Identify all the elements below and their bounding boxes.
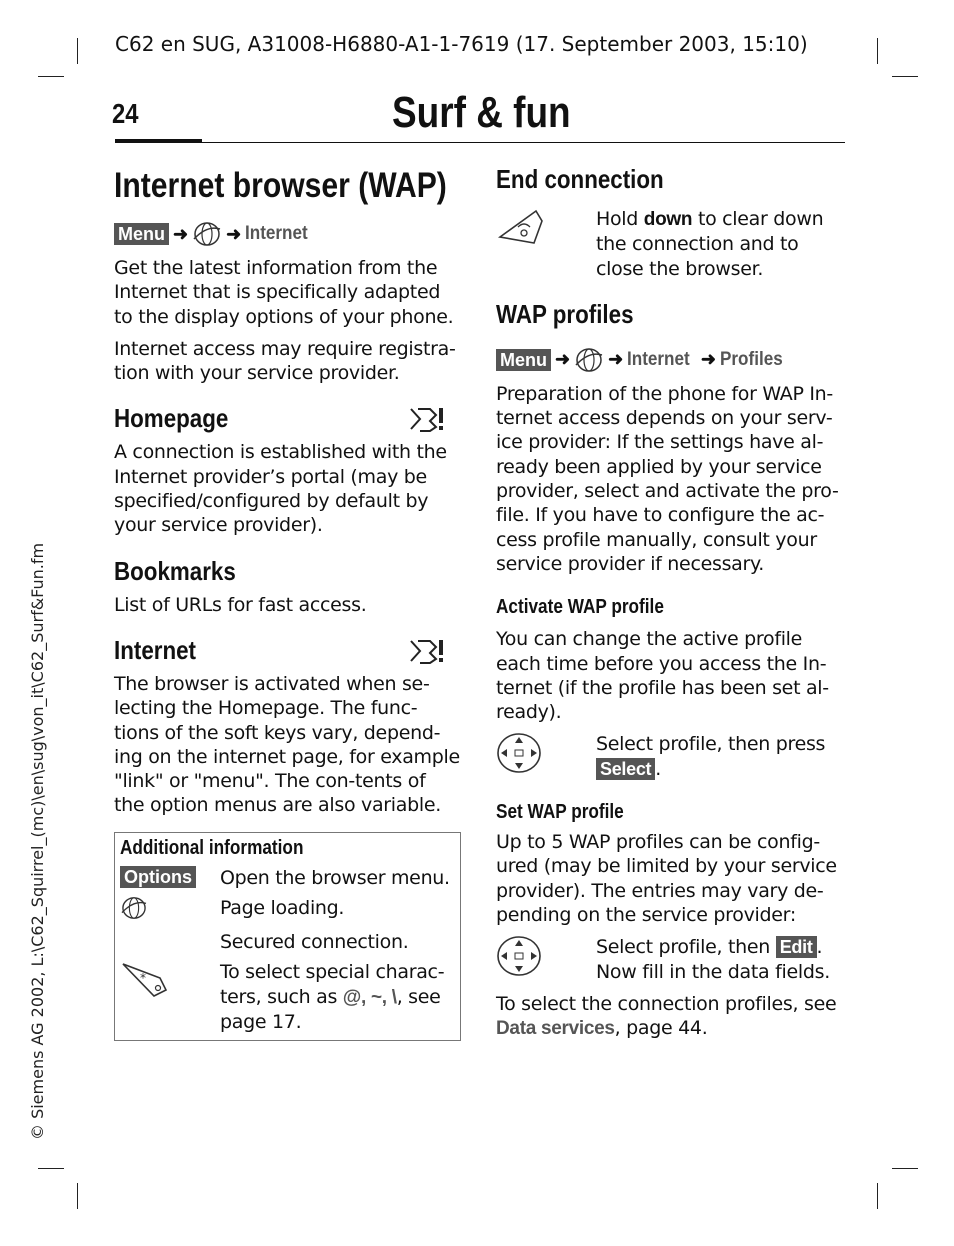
- arrow-icon: ➜: [608, 349, 624, 370]
- set-step-pre: Select profile, then: [596, 936, 776, 959]
- activate-profile-heading: Activate WAP profile: [496, 596, 664, 619]
- crumb-profiles: Profiles: [719, 348, 783, 370]
- crumb-internet: Internet: [627, 348, 690, 370]
- special-chars-description: [220, 960, 454, 1034]
- right-column: [496, 164, 846, 1041]
- homepage-heading: Homepage: [114, 403, 229, 434]
- crop-mark: [877, 38, 878, 64]
- set-step-row: [496, 935, 846, 984]
- arrow-icon: ➜: [226, 223, 242, 244]
- globe-icon: [574, 347, 604, 373]
- note-post: , page 44.: [614, 1017, 708, 1040]
- info-heading: Additional information: [120, 836, 304, 859]
- crumb-internet: Internet: [245, 223, 308, 244]
- end-text-pre: Hold: [596, 208, 644, 230]
- options-description: Open the browser menu.: [220, 866, 450, 889]
- end-connection-heading: End connection: [496, 164, 664, 194]
- svg-text:*: *: [140, 971, 146, 986]
- header-rule: [115, 142, 845, 143]
- end-text-post: to clear down the connection and to close the browser.: [596, 208, 824, 280]
- bookmarks-text: List of URLs for fast access.: [114, 593, 367, 616]
- menu-path: [114, 220, 460, 248]
- left-column: [114, 160, 460, 1041]
- set-profile-heading: Set WAP profile: [496, 801, 624, 824]
- intro-paragraph: Get the latest information from the Internet that is specifically adapted to the display options of your phone.: [114, 257, 454, 328]
- set-step-text: [596, 935, 846, 984]
- activate-step-text: [596, 732, 846, 781]
- header-rule-accent: [115, 139, 202, 143]
- crop-mark: [38, 76, 64, 77]
- set-profile-text: Up to 5 WAP profiles can be config-ured (may be limited by your service provider). The entries may vary de-pending on the service provider:: [496, 831, 837, 926]
- internet-heading: Internet: [114, 634, 196, 665]
- down-key: down: [643, 209, 693, 230]
- special-chars: @, ~, \: [342, 986, 397, 1008]
- loading-description: Page loading.: [220, 897, 345, 920]
- edit-key: Edit: [776, 936, 817, 958]
- note-pre: To select the connection profiles, see: [496, 992, 837, 1015]
- special-chars-text: To select special charac-ters, such as: [220, 961, 445, 1008]
- crop-mark: [892, 76, 918, 77]
- crop-mark: [892, 1168, 918, 1169]
- navigation-key-icon: [496, 935, 542, 977]
- internet-text: The browser is activated when se-lecting the Homepage. The func-tions of the soft keys vary, depend-ing on the internet page, for example "link" or "menu". The con-tents of the option menus are also variable.: [114, 672, 460, 817]
- arrow-icon: ➜: [700, 349, 716, 370]
- network-required-icon: [408, 405, 448, 433]
- crop-mark: [77, 38, 78, 64]
- star-key-icon: [120, 960, 170, 998]
- page-heading: Internet browser (WAP): [114, 166, 447, 205]
- network-required-icon: [408, 637, 448, 665]
- homepage-text: A connection is established with the Internet provider’s portal (may be specified/configured by default by your service provider).: [114, 441, 447, 537]
- info-row: [120, 930, 454, 954]
- sidebar-copyright: © Siemens AG 2002, L:\C62_Squirrel_(mc)\en\sug\von_it\C62_Surf&Fun.fm: [28, 542, 47, 1140]
- arrow-icon: ➜: [555, 349, 571, 370]
- globe-icon: [192, 221, 222, 247]
- secured-description: Secured connection.: [220, 931, 409, 954]
- menu-key: Menu: [114, 223, 169, 245]
- special-chars-text-end: , see page 17.: [220, 985, 441, 1033]
- arrow-icon: ➜: [173, 223, 189, 244]
- options-key: Options: [120, 866, 196, 888]
- end-connection-row: [496, 207, 846, 281]
- info-row: [120, 866, 454, 890]
- activate-step-post: .: [655, 757, 661, 780]
- crop-mark: [38, 1168, 64, 1169]
- profiles-menu-path: [496, 346, 846, 374]
- globe-icon: [120, 896, 148, 920]
- document-header: C62 en SUG, A31008-H6880-A1-1-7619 (17. September 2003, 15:10): [115, 32, 808, 56]
- end-connection-text: [596, 207, 846, 281]
- crop-mark: [77, 1183, 78, 1209]
- info-row: [120, 896, 454, 924]
- navigation-key-icon: [496, 732, 542, 774]
- end-call-key-icon: [496, 207, 546, 247]
- info-row: [120, 960, 454, 1034]
- set-step-post: . Now fill in the data fields.: [596, 936, 830, 983]
- wap-profiles-text: Preparation of the phone for WAP In-ternet access depends on your serv-ice provider: If the settings have al-ready been applied by your service provider, select and activate the pro-file. If you have to configure the ac-cess profile manually, consult your service provider if necessary.: [496, 382, 839, 575]
- activate-step-row: [496, 732, 846, 781]
- connection-profiles-note: [496, 992, 846, 1042]
- crop-mark: [877, 1183, 878, 1209]
- wap-profiles-heading: WAP profiles: [496, 298, 634, 329]
- section-title: Surf & fun: [392, 88, 571, 137]
- menu-key: Menu: [496, 349, 551, 371]
- intro-paragraph-2: Internet access may require registra-tion with your service provider.: [114, 337, 456, 385]
- page-number: 24: [112, 98, 139, 129]
- additional-info-box: [114, 832, 461, 1041]
- bookmarks-heading: Bookmarks: [114, 555, 236, 586]
- select-key: Select: [596, 758, 655, 780]
- activate-profile-text: You can change the active profile each time before you access the In-ternet (if the profile has been set al-ready).: [496, 628, 829, 724]
- data-services-link[interactable]: Data services: [496, 1018, 615, 1040]
- activate-step-pre: Select profile, then press: [596, 733, 826, 756]
